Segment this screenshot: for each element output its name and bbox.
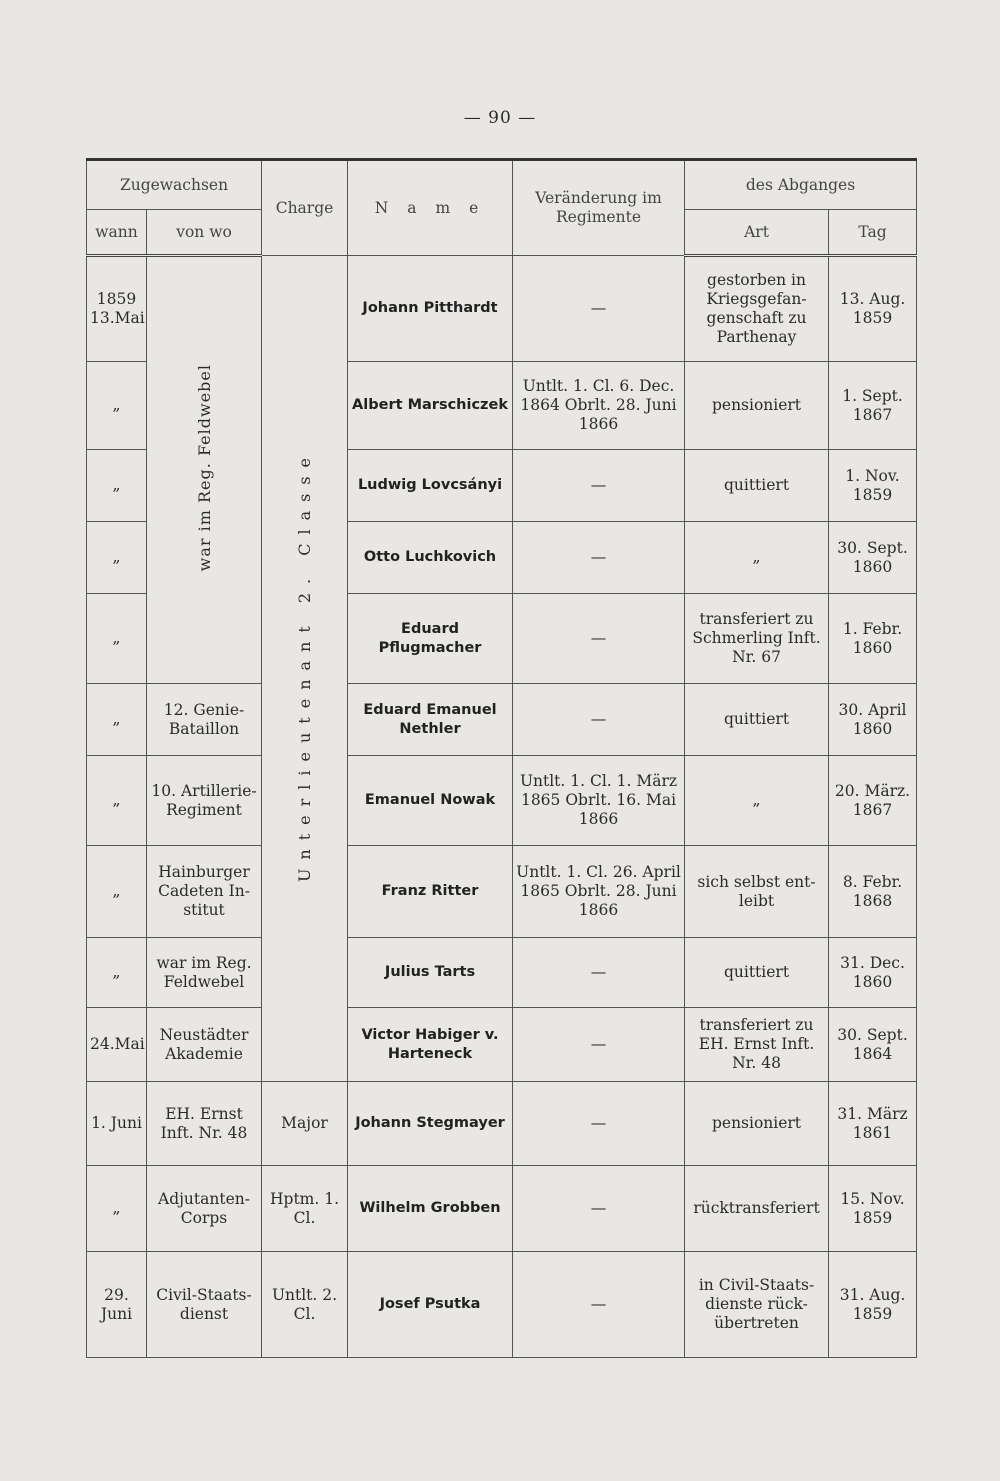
cell-charge: Major (262, 1082, 348, 1166)
cell-tag: 8. Febr. 1868 (829, 846, 917, 938)
cell-von-wo: Neustädter Akademie (147, 1008, 262, 1082)
cell-art: rücktransferiert (685, 1166, 829, 1252)
cell-von-wo: Civil-Staats-dienst (147, 1252, 262, 1358)
cell-wann: „ (87, 684, 147, 756)
cell-tag: 15. Nov. 1859 (829, 1166, 917, 1252)
header-tag: Tag (829, 210, 917, 256)
cell-wann: „ (87, 756, 147, 846)
cell-tag: 1. Febr. 1860 (829, 594, 917, 684)
cell-tag: 30. Sept. 1864 (829, 1008, 917, 1082)
cell-veraenderung: Untlt. 1. Cl. 6. Dec. 1864 Obrlt. 28. Juni 1866 (513, 362, 685, 450)
cell-wann: 24.Mai (87, 1008, 147, 1082)
cell-wann: „ (87, 594, 147, 684)
cell-art: „ (685, 756, 829, 846)
cell-von-wo: Adjutanten-Corps (147, 1166, 262, 1252)
table-row (87, 846, 917, 938)
cell-name: Emanuel Nowak (348, 756, 513, 846)
cell-tag: 13. Aug. 1859 (829, 256, 917, 362)
header-art: Art (685, 210, 829, 256)
cell-art: transferiert zu Schmerling Inft. Nr. 67 (685, 594, 829, 684)
cell-name: Johann Pitthardt (348, 256, 513, 362)
header-zugewachsen: Zugewachsen (87, 160, 262, 210)
cell-name: Ludwig Lovcsányi (348, 450, 513, 522)
span-feldwebel: war im Reg. Feldwebel (194, 363, 214, 572)
cell-veraenderung: — (513, 1166, 685, 1252)
cell-von-wo: Hainburger Cadeten In-stitut (147, 846, 262, 938)
table-row (87, 1008, 917, 1082)
cell-wann: „ (87, 938, 147, 1008)
cell-art: quittiert (685, 938, 829, 1008)
cell-von-wo: 10. Artillerie-Regiment (147, 756, 262, 846)
header-charge: Charge (262, 160, 348, 256)
cell-tag: 20. März. 1867 (829, 756, 917, 846)
cell-veraenderung: — (513, 1252, 685, 1358)
cell-charge: Untlt. 2. Cl. (262, 1252, 348, 1358)
cell-art: „ (685, 522, 829, 594)
regiment-ledger-table (86, 158, 917, 1358)
table-row (87, 938, 917, 1008)
cell-veraenderung: — (513, 938, 685, 1008)
cell-art: in Civil-Staats-dienste rück-übertreten (685, 1252, 829, 1358)
cell-name: Johann Stegmayer (348, 1082, 513, 1166)
cell-veraenderung: — (513, 450, 685, 522)
cell-von-wo: 12. Genie-Bataillon (147, 684, 262, 756)
cell-name: Franz Ritter (348, 846, 513, 938)
cell-veraenderung: — (513, 1082, 685, 1166)
header-des-abganges: des Abganges (685, 160, 917, 210)
table-row (87, 756, 917, 846)
cell-wann: 29. Juni (87, 1252, 147, 1358)
cell-tag: 31. März 1861 (829, 1082, 917, 1166)
cell-wann: „ (87, 362, 147, 450)
cell-name: Eduard Emanuel Nethler (348, 684, 513, 756)
cell-name: Julius Tarts (348, 938, 513, 1008)
cell-veraenderung: — (513, 522, 685, 594)
cell-name: Eduard Pflugmacher (348, 594, 513, 684)
cell-art: sich selbst ent-leibt (685, 846, 829, 938)
cell-wann: „ (87, 522, 147, 594)
header-von-wo: von wo (147, 210, 262, 256)
table-row (87, 684, 917, 756)
cell-name: Victor Habiger v. Harteneck (348, 1008, 513, 1082)
cell-tag: 30. April 1860 (829, 684, 917, 756)
table-row (87, 1082, 917, 1166)
cell-tag: 30. Sept. 1860 (829, 522, 917, 594)
cell-tag: 1. Sept. 1867 (829, 362, 917, 450)
cell-wann: „ (87, 450, 147, 522)
cell-wann: 1. Juni (87, 1082, 147, 1166)
cell-charge-span (262, 256, 348, 1082)
table-row (87, 1252, 917, 1358)
cell-name: Otto Luchkovich (348, 522, 513, 594)
cell-veraenderung: — (513, 594, 685, 684)
cell-von-wo-span (147, 256, 262, 684)
cell-art: pensioniert (685, 1082, 829, 1166)
cell-veraenderung: Untlt. 1. Cl. 26. April 1865 Obrlt. 28. Juni 1866 (513, 846, 685, 938)
cell-veraenderung: — (513, 1008, 685, 1082)
header-name: N a m e (348, 160, 513, 256)
cell-tag: 1. Nov. 1859 (829, 450, 917, 522)
cell-charge: Hptm. 1. Cl. (262, 1166, 348, 1252)
header-wann: wann (87, 210, 147, 256)
span-charge-unterleutnant: Unterlieutenant 2. Classe (295, 449, 315, 883)
cell-name: Albert Marschiczek (348, 362, 513, 450)
page-number: — 90 — (463, 108, 537, 128)
cell-veraenderung: — (513, 256, 685, 362)
cell-art: gestorben in Kriegsgefan-genschaft zu Parthenay (685, 256, 829, 362)
cell-veraenderung: — (513, 684, 685, 756)
cell-wann: „ (87, 846, 147, 938)
cell-tag: 31. Dec. 1860 (829, 938, 917, 1008)
cell-name: Wilhelm Grobben (348, 1166, 513, 1252)
cell-art: transferiert zu EH. Ernst Inft. Nr. 48 (685, 1008, 829, 1082)
header-veraenderung: Veränderung im Regimente (513, 160, 685, 256)
cell-wann: 1859 13.Mai (87, 256, 147, 362)
cell-tag: 31. Aug. 1859 (829, 1252, 917, 1358)
cell-veraenderung: Untlt. 1. Cl. 1. März 1865 Obrlt. 16. Mai 1866 (513, 756, 685, 846)
table-row (87, 256, 917, 362)
cell-art: pensioniert (685, 362, 829, 450)
cell-von-wo: war im Reg. Feldwebel (147, 938, 262, 1008)
table-row (87, 1166, 917, 1252)
cell-wann: „ (87, 1166, 147, 1252)
cell-name: Josef Psutka (348, 1252, 513, 1358)
cell-art: quittiert (685, 684, 829, 756)
cell-art: quittiert (685, 450, 829, 522)
cell-von-wo: EH. Ernst Inft. Nr. 48 (147, 1082, 262, 1166)
